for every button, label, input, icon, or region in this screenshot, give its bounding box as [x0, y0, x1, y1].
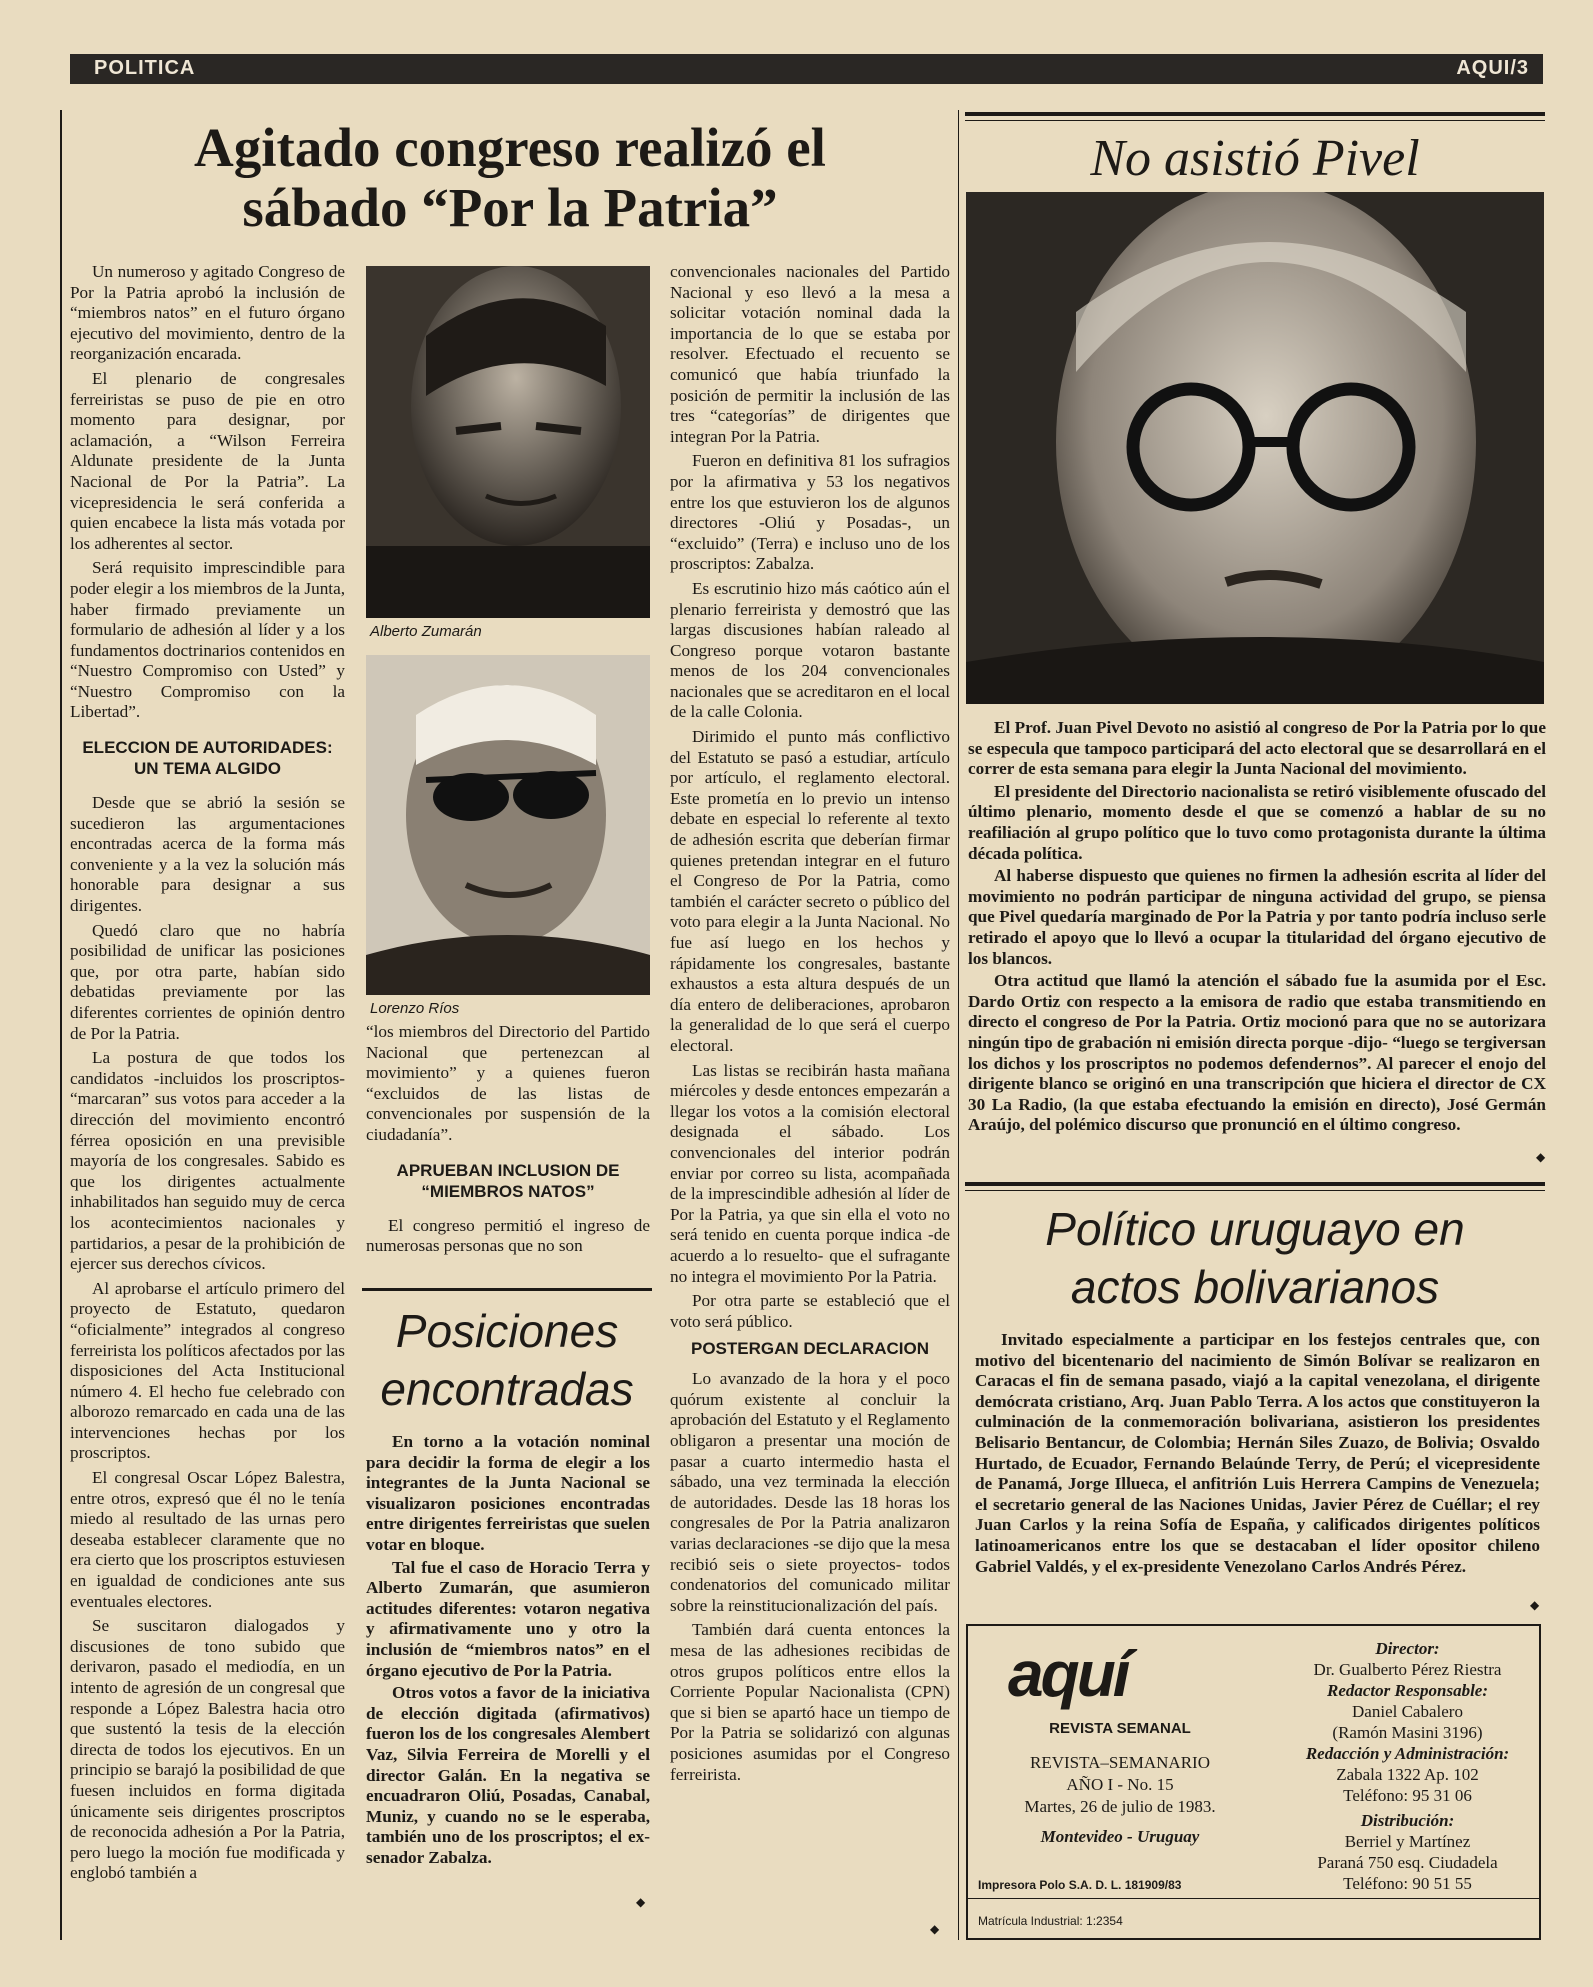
paragraph: Tal fue el caso de Horacio Terra y Alberto Zumarán, que asumieron actitudes diferentes: votaron negativa y afirmativamente uno y otro la inclusión de “miembros natos” en el órgano ejecutivo de Por la Patria. — [366, 1557, 650, 1680]
paragraph: convencionales nacionales del Partido Nacional y eso llevó a la mesa a solicitar votación nominal dada la importancia de lo que se estaba por resolver. Efectuado el recuento se comunicó que había triunfado la posición de permitir la inclusión de las tres “categorías” de dirigentes que integran Por la Patria. — [670, 262, 950, 446]
paragraph: El congresal Oscar López Balestra, entre otros, expresó que él no le tenía miedo al resultado de las urnas pero deseaba establecer claramente que no era cierto que los proscriptos estuviesen en igualdad de condiciones ante sus eventuales electores. — [70, 1468, 345, 1611]
photo-juan-pivel-devoto — [966, 192, 1544, 704]
paragraph: Quedó claro que no habría posibilidad de unificar las posiciones que, por otra parte, habían sido debatidas previamente por las diferentes corrientes de opinión dentro de Por la Patria. — [70, 920, 345, 1043]
photo-lorenzo-rios — [366, 655, 650, 995]
portrait-zumaran-image — [366, 266, 650, 618]
paragraph: Las listas se recibirán hasta mañana miércoles y desde entonces empezarán a llegar los votos a la comisión electoral designada el sábado. Los convencionales del interior podrán enviar por correo su lista, acompañada de la imprescindible adhesión al líder de Por la Patria, ya que sin ella el voto no será tenido en cuenta porque indica -de acuerdo a lo resuelto- que el sufragante no integra el movimiento Por la Patria. — [670, 1060, 950, 1286]
masthead-logo: aquí — [1008, 1638, 1128, 1710]
paragraph: También dará cuenta entonces la mesa de las adhesiones recibidas de otros grupos políticos entre ellos la Corriente Popular Nacionalista (CPN) que si bien se apartó hace un tiempo de Por la Patria se solidarizó con algunas posiciones asumidas por el Congreso ferreirista. — [670, 1620, 950, 1784]
paragraph: Se suscitaron dialogados y discusiones de tono subido que derivaron, pasado el mediodía, en un intento de agresión de un congresal que responde a López Balestra hacia otro que sustentó la tesis de la elección directa de todos los ejecutivos. En un principio se barajó la posibilidad de que fuesen incluidos en forma digitada únicamente seis dirigentes proscriptos de reconocida adhesión a Por la Patria, pero luego la moción fue modificada y englobó también a — [70, 1616, 345, 1883]
main-headline-line2: sábado “Por la Patria” — [242, 177, 778, 238]
masthead-label: Redactor Responsable: — [1326, 1681, 1489, 1700]
end-mark-icon: ◆ — [1530, 1598, 1540, 1612]
masthead-value: Paraná 750 esq. Ciudadela — [1317, 1853, 1498, 1872]
masthead-line: Martes, 26 de julio de 1983. — [1024, 1797, 1216, 1816]
column-separator — [958, 110, 959, 1940]
paragraph: Lo avanzado de la hora y el poco quórum existente al concluir la aprobación del Estatuto y el Reglamento obligaron a presentar una moción de pasar a cuarto intermedio hasta el sábado, una vez terminada la elección de autoridades. Desde las 18 horas los congresales de Por la Patria analizaron varias declaraciones -se dijo que la mesa recibió seis o siete proyectos- todos condenatorios del comunicado militar sobre la reinstitucionalización del país. — [670, 1369, 950, 1615]
article-column-1 — [70, 262, 345, 1888]
paragraph: Al haberse dispuesto que quienes no firmen la adhesión escrita al líder del movimiento no podrán participar de ninguna actividad del grupo, se piensa que Pivel quedaría marginado de Por la Patria y por tanto podría incluso serle retirado el apoyo que lo llevó a ocupar la titularidad del órgano ejecutivo de los blancos. — [968, 866, 1546, 968]
photo-alberto-zumaran — [366, 266, 650, 618]
masthead-value: (Ramón Masini 3196) — [1332, 1723, 1483, 1742]
bolivarianos-headline-line2: actos bolivarianos — [1070, 1261, 1440, 1313]
masthead-label: Redacción y Administración: — [1305, 1744, 1510, 1763]
masthead-value: Berriel y Martínez — [1344, 1832, 1471, 1851]
end-mark-icon: ◆ — [636, 1895, 646, 1909]
paragraph: El plenario de congresales ferreiristas se puso de pie en otro momento para designar, por aclamación, a “Wilson Ferreira Aldunate presidente de la Junta Nacional de Por la Patria”. La vicepresidencia le será conferida a quien encabece la lista más votada por los adherentes al sector. — [70, 368, 345, 553]
posiciones-top-rule — [362, 1288, 652, 1291]
portrait-rios-image — [366, 655, 650, 995]
main-headline-line1: Agitado congreso realizó el — [194, 117, 826, 178]
pivel-headline: No asistió Pivel — [1090, 130, 1420, 187]
masthead-tagline: REVISTA SEMANAL — [1049, 1720, 1191, 1737]
masthead-label: Distribución: — [1360, 1811, 1455, 1830]
bolivarianos-headline-line1: Político uruguayo en — [1045, 1203, 1465, 1255]
paragraph: Un numeroso y agitado Congreso de Por la Patria aprobó la inclusión de “miembros natos” en el futuro órgano ejecutivo del movimiento, dentro de la reorganización encarada. — [70, 262, 345, 364]
masthead-value: Teléfono: 90 51 55 — [1343, 1874, 1472, 1893]
left-rule — [60, 110, 62, 1940]
paragraph: Invitado especialmente a participar en los festejos centrales que, con motivo del bicentenario del nacimiento de Simón Bolívar se realizaron en Caracas el fin de semana pasado, viajó a la capital venezolana, el dirigente demócrata cristiano, Arq. Juan Pablo Terra. A los actos que constituyeron la culminación de la conmemoración bolivariana, asistieron los presidentes Belisario Bentancur, de Colombia; Hernán Siles Zuazo, de Bolivia; Osvaldo Hurtado, de Ecuador, Fernando Belaúnde Terry, de Perú; el vicepresidente de Panamá, Jorge Illueca, el anfitrión Luis Herrera Campins de Venezuela; el secretario general de las Naciones Unidas, Javier Pérez de Cuéllar; el rey Juan Carlos y la reina Sofía de España, y calificados dirigentes políticos latinoamericanos entre los que se destacaban el líder opositor chileno Gabriel Valdés, y el ex-presidente Venezolano Carlos Andrés Pérez. — [975, 1330, 1540, 1576]
bolivarianos-top-rule-thin — [965, 1190, 1545, 1191]
posiciones-body — [366, 1432, 650, 1870]
pivel-top-rule-thin — [965, 120, 1545, 121]
section-header-bar — [70, 54, 1543, 84]
paragraph: Por otra parte se estableció que el voto será público. — [670, 1291, 950, 1331]
masthead-line: Montevideo - Uruguay — [1040, 1827, 1200, 1846]
paragraph: El presidente del Directorio nacionalista se retiró visiblemente ofuscado del último plenario, momento desde el que se comenzó a hablar de su no reafiliación al grupo político que lo tuvo como protagonista durante la última década política. — [968, 781, 1546, 863]
paragraph: “los miembros del Directorio del Partido Nacional que pertenezcan al movimiento” y a quienes fueron “excluidos de las listas de convencionales por suspensión de la ciudadanía”. — [366, 1022, 650, 1144]
masthead-value: Zabala 1322 Ap. 102 — [1336, 1765, 1479, 1784]
subheading-miembros-natos: APRUEBAN INCLUSION DE “MIEMBROS NATOS” — [396, 1160, 620, 1201]
paragraph: Será requisito imprescindible para poder elegir a los miembros de la Junta, haber firmado previamente un formulario de adhesión al líder y a los fundamentos doctrinarios contenidos en “Nuestro Compromiso con Usted” y “Nuestro Compromiso con la Libertad”. — [70, 558, 345, 722]
article-column-2 — [366, 1022, 650, 1261]
pivel-body — [968, 718, 1546, 1138]
paragraph: Es escrutinio hizo más caótico aún el plenario ferreirista y demostró que las largas discusiones habían raleado al Congreso porque votaron bastante menos de los 204 convencionales nacionales que se acreditaron en el local de la calle Colonia. — [670, 578, 950, 722]
bolivarianos-body — [975, 1330, 1540, 1579]
masthead-line: REVISTA–SEMANARIO — [1030, 1753, 1210, 1772]
masthead-value: Teléfono: 95 31 06 — [1343, 1786, 1472, 1805]
masthead-line: AÑO I - No. 15 — [1066, 1775, 1174, 1794]
photo-caption-rios: Lorenzo Ríos — [370, 1000, 460, 1017]
article-column-3 — [670, 262, 950, 1789]
paragraph: Dirimido el punto más conflictivo del Estatuto se pasó a estudiar, artículo por artículo, el reglamento electoral. Este prometía en lo previo un intenso debate en especial lo referente al texto de adhesión escrita que deberían firmar quienes pretendan integrar en el futuro el Congreso de Por la Patria, como también el carácter secreto o público del voto para elegir a la Junta Nacional. No fue así luego en los hechos y rápidamente los congresales, bastante exhaustos a esta altura después de un día entero de deliberaciones, aprobaron la generalidad de lo que será el cuerpo electoral. — [670, 727, 950, 1055]
masthead-matricula: Matrícula Industrial: 1:2354 — [978, 1914, 1123, 1928]
paragraph: Desde que se abrió la sesión se sucedieron las argumentaciones encontradas acerca de la forma más conveniente y a la vez la solución más honorable para designar a sus dirigentes. — [70, 793, 345, 916]
paragraph: El Prof. Juan Pivel Devoto no asistió al congreso de Por la Patria por lo que se especula que tampoco participará del acto electoral que se desarrollará en el correr de esta semana para elegir la Junta Nacional del movimiento. — [968, 718, 1546, 779]
posiciones-headline-line1: Posiciones — [395, 1305, 619, 1357]
page-number: AQUI/3 — [1456, 57, 1529, 79]
posiciones-headline-line2: encontradas — [380, 1363, 634, 1415]
paragraph: Otra actitud que llamó la atención el sábado fue la asumida por el Esc. Dardo Ortiz con respecto a la emisora de radio que estaba transmitiendo en directo el congreso de Por la Patria. Ortiz mocionó para que no se autorizara ningún tipo de grabación ni emisión directa porque -dijo- “luego se tergiversan los dichos y los proscriptos no podemos defendernos”. Al parecer el enojo del dirigente blanco se originó en una transcripción que hiciera el director de CX 30 La Radio, (la que estaba efectuando la emisión en directo), José Germán Araújo, del polémico discurso que pronunció en el último congreso. — [968, 971, 1546, 1135]
pivel-top-rule — [965, 112, 1545, 116]
masthead-printer: Impresora Polo S.A. D. L. 181909/83 — [978, 1878, 1182, 1892]
paragraph: Otros votos a favor de la iniciativa de elección digitada (afirmativos) fueron los de los congresales Alembert Vaz, Silvia Ferreira de Morelli y el director Galán. En la negativa se encuadraron Oliú, Posadas, Canabal, Muniz, y cuando no se le esperaba, también uno de los proscriptos; el ex-senador Zabalza. — [366, 1683, 650, 1867]
bolivarianos-headline — [965, 1200, 1545, 1316]
portrait-pivel-image — [966, 192, 1544, 704]
paragraph: Al aprobarse el artículo primero del proyecto de Estatuto, quedaron “oficialmente” integrados al congreso ferreirista los políticos afectados por las disposiciones del Acta Institucional número 4. El hecho fue celebrado con alborozo remarcado en cada una de las intervenciones hechas por los proscriptos. — [70, 1278, 345, 1463]
bolivarianos-top-rule — [965, 1182, 1545, 1186]
subheading-postergan: POSTERGAN DECLARACION — [690, 1339, 929, 1359]
section-name: POLITICA — [94, 57, 196, 79]
end-mark-icon: ◆ — [930, 1922, 940, 1936]
masthead-value: Dr. Gualberto Pérez Riestra — [1313, 1660, 1502, 1679]
masthead-value: Daniel Cabalero — [1352, 1702, 1463, 1721]
photo-caption-zumaran: Alberto Zumarán — [370, 623, 482, 640]
paragraph: El congreso permitió el ingreso de numerosas personas que no son — [366, 1215, 650, 1256]
masthead-label: Director: — [1375, 1639, 1440, 1658]
posiciones-headline — [362, 1302, 652, 1418]
paragraph: En torno a la votación nominal para decidir la forma de elegir a los integrantes de la Junta Nacional se visualizaron posiciones encontradas entre dirigentes ferreiristas que suelen votar en bloque. — [366, 1432, 650, 1554]
masthead-staff — [1280, 1638, 1535, 1894]
masthead-inner-rule — [968, 1898, 1540, 1899]
paragraph: Fueron en definitiva 81 los sufragios por la afirmativa y 53 los negativos entre los que estuvieron los de algunos directores -Oliú y Posadas-, un “excluido” (Terra) e incluso uno de los proscriptos: Zabalza. — [670, 451, 950, 574]
main-headline — [150, 118, 870, 238]
masthead-issue-info — [995, 1752, 1245, 1848]
paragraph: La postura de que todos los candidatos -incluidos los proscriptos- “marcaran” sus votos para acceder a la dirección del movimiento encontró férrea oposición en una previsible mayoría de los congresales. Sabido es que los dirigentes actualmente inhabilitados han seguido muy de cerca los acontecimientos nacionales y partidarios, a pesar de la prohibición de ejercer sus derechos cívicos. — [70, 1048, 345, 1274]
end-mark-icon: ◆ — [1536, 1150, 1546, 1164]
subheading-elecciones: ELECCION DE AUTORIDADES: UN TEMA ALGIDO — [82, 738, 333, 779]
